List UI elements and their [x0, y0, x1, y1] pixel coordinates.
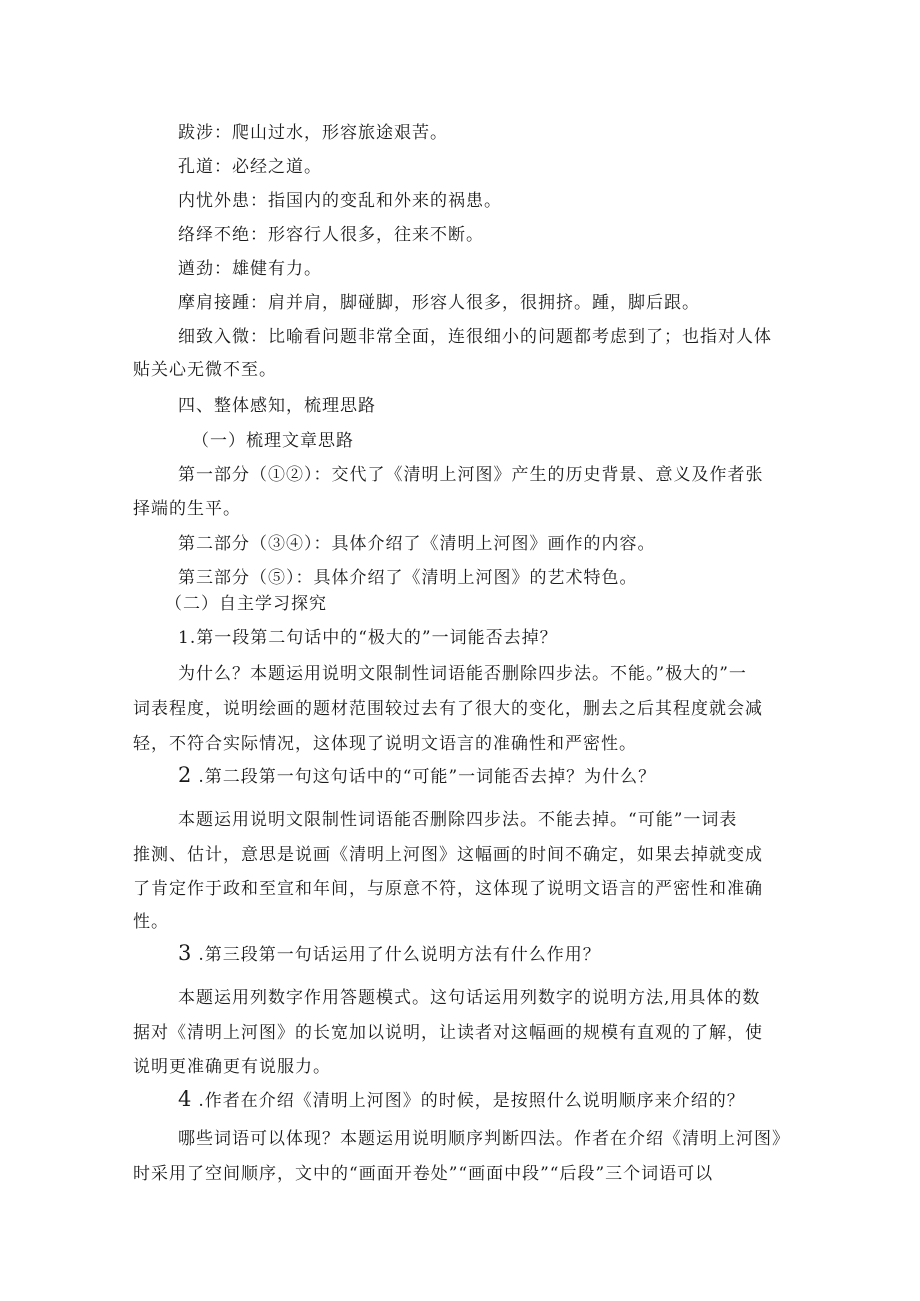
- subsection-heading: （二）自主学习探究: [165, 594, 327, 614]
- question-3: [178, 940, 601, 965]
- answer-1-line1: 为什么？本题运用说明文限制性词语能否删除四步法。不能。”极大的”一: [178, 664, 747, 684]
- question-text: .第二段第一句这句话中的“可能”一词能否去掉？为什么？: [198, 767, 657, 787]
- glossary-entry: 孔道：必经之道。: [178, 157, 322, 177]
- question-number: 2: [178, 763, 193, 787]
- question-number: 4: [178, 1087, 193, 1111]
- answer-2-line4: 性。: [133, 912, 169, 932]
- glossary-entry: 内忧外患：指国内的变乱和外来的祸患。: [178, 191, 502, 211]
- answer-2-line3: 了肯定作于政和至宣和年间，与原意不符，这体现了说明文语言的严密性和准确: [133, 879, 763, 899]
- question-text: .作者在介绍《清明上河图》的时候，是按照什么说明顺序来介绍的？: [198, 1091, 745, 1111]
- glossary-entry: 遒劲：雄健有力。: [178, 259, 322, 279]
- question-4: [178, 1086, 745, 1111]
- glossary-entry-line1: 细致入微：比喻看问题非常全面，连很细小的问题都考虑到了；也指对人体: [178, 327, 772, 347]
- answer-1-line2: 词表程度，说明绘画的题材范围较过去有了很大的变化，删去之后其程度就会减: [133, 699, 763, 719]
- answer-3-line3: 说明更准确更有说服力。: [133, 1057, 331, 1077]
- answer-3-line1: 本题运用列数字作用答题模式。这句话运用列数字的说明方法,用具体的数: [178, 988, 761, 1008]
- answer-2-line1: 本题运用说明文限制性词语能否删除四步法。不能去掉。“可能”一词表: [178, 810, 738, 830]
- answer-3-line2: 据对《清明上河图》的长宽加以说明，让读者对这幅画的规模有直观的了解，使: [133, 1023, 763, 1043]
- part1-line1: 第一部分（①②）：交代了《清明上河图》产生的历史背景、意义及作者张: [178, 465, 764, 485]
- question-number: 3: [178, 941, 193, 965]
- glossary-entry: 络绎不绝：形容行人很多，往来不断。: [178, 225, 484, 245]
- part3: 第三部分（⑤）：具体介绍了《清明上河图》的艺术特色。: [178, 568, 638, 588]
- question-2: [178, 762, 656, 787]
- part2: 第二部分（③④）：具体介绍了《清明上河图》画作的内容。: [178, 534, 656, 554]
- part1-line2: 择端的生平。: [133, 499, 241, 519]
- answer-4-line1: 哪些词语可以体现？本题运用说明顺序判断四法。作者在介绍《清明上河图》: [178, 1129, 790, 1149]
- question-1: 1.第一段第二句话中的“极大的”一词能否去掉？: [178, 628, 558, 648]
- question-text: .第三段第一句话运用了什么说明方法有什么作用？: [198, 945, 601, 965]
- glossary-entry: 摩肩接踵：肩并肩，脚碰脚，形容人很多，很拥挤。踵，脚后跟。: [178, 293, 700, 313]
- subsection-heading: （一）梳理文章思路: [192, 431, 354, 451]
- glossary-entry: 跋涉：爬山过水，形容旅途艰苦。: [178, 123, 448, 143]
- section-heading: 四、整体感知，梳理思路: [178, 396, 376, 416]
- answer-1-line3: 轻，不符合实际情况，这体现了说明文语言的准确性和严密性。: [133, 734, 637, 754]
- answer-2-line2: 推测、估计，意思是说画《清明上河图》这幅画的时间不确定，如果去掉就变成: [133, 845, 763, 865]
- glossary-entry-line2: 贴关心无微不至。: [133, 360, 277, 380]
- answer-4-line2: 时采用了空间顺序，文中的“画面开卷处”“画面中段”“后段”三个词语可以: [133, 1164, 714, 1184]
